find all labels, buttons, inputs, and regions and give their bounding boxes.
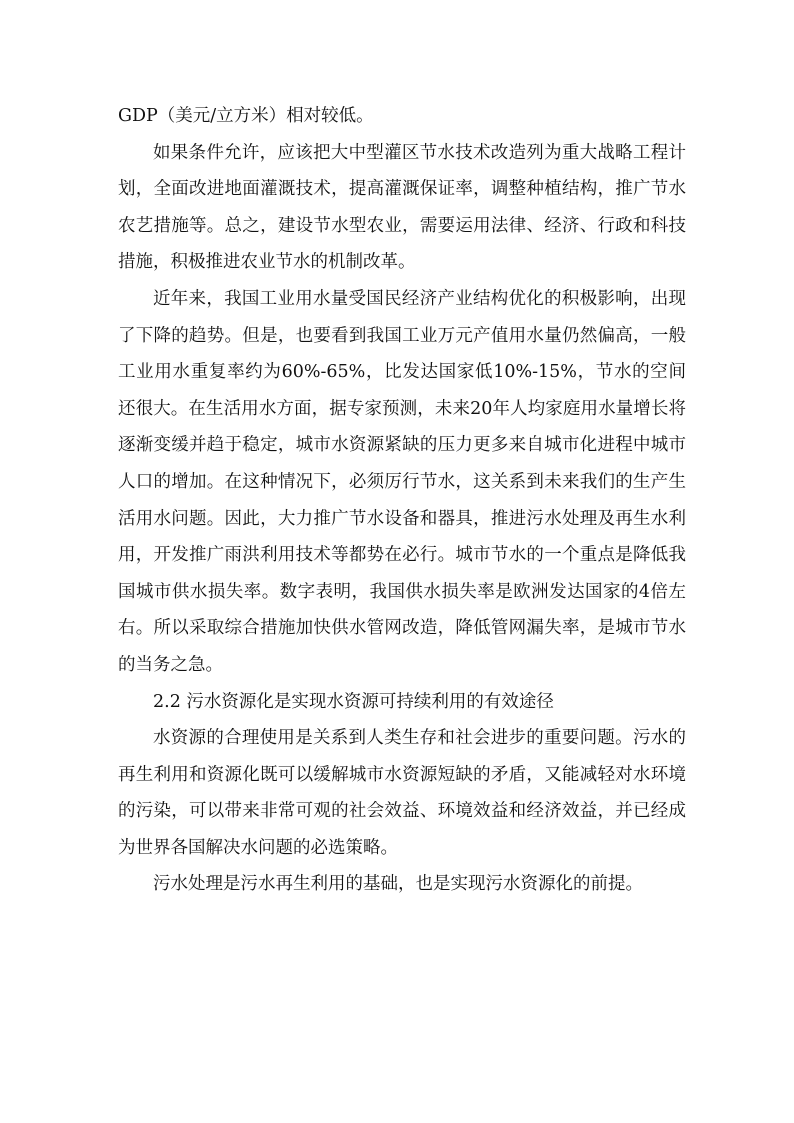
- paragraph-irrigation: 如果条件允许，应该把大中型灌区节水技术改造列为重大战略工程计划，全面改进地面灌溉技术，提高灌溉保证率，调整种植结构，推广节水农艺措施等。总之，建设节水型农业，需要运用法律、经济、行政和科技措施，积极推进农业节水的机制改革。: [118, 142, 686, 273]
- paragraph-gdp-continuation: GDP（美元/立方米）相对较低。: [118, 106, 374, 126]
- paragraph-industrial-water: 近年来，我国工业用水量受国民经济产业结构优化的积极影响，出现了下降的趋势。但是，也要看到我国工业万元产值用水量仍然偏高，一般工业用水重复率约为60%-65%，比发达国家低10%-15%，节水的空间还很大。在生活用水方面，据专家预测，未来20年人均家庭用水量增长将逐渐变缓并趋于稳定，城市水资源紧缺的压力更多来自城市化进程中城市人口的增加。在这种情况下，必须厉行节水，这关系到未来我们的生产生活用水问题。因此，大力推广节水设备和器具，推进污水处理及再生水利用，开发推广雨洪利用技术等都势在必行。城市节水的一个重点是降低我国城市供水损失率。数字表明，我国供水损失率是欧洲发达国家的4倍左右。所以采取综合措施加快供水管网改造，降低管网漏失率，是城市节水的当务之急。: [118, 288, 686, 675]
- paragraph-sewage-treatment: 污水处理是污水再生利用的基础，也是实现污水资源化的前提。: [153, 874, 643, 895]
- section-heading-2-2: 2.2 污水资源化是实现水资源可持续利用的有效途径: [153, 691, 554, 712]
- document-body: [118, 98, 686, 903]
- paragraph-water-resources: 水资源的合理使用是关系到人类生存和社会进步的重要问题。污水的再生利用和资源化既可以缓解城市水资源短缺的矛盾，又能减轻对水环境的污染，可以带来非常可观的社会效益、环境效益和经济效益，并已经成为世界各国解决水问题的必选策略。: [118, 728, 686, 858]
